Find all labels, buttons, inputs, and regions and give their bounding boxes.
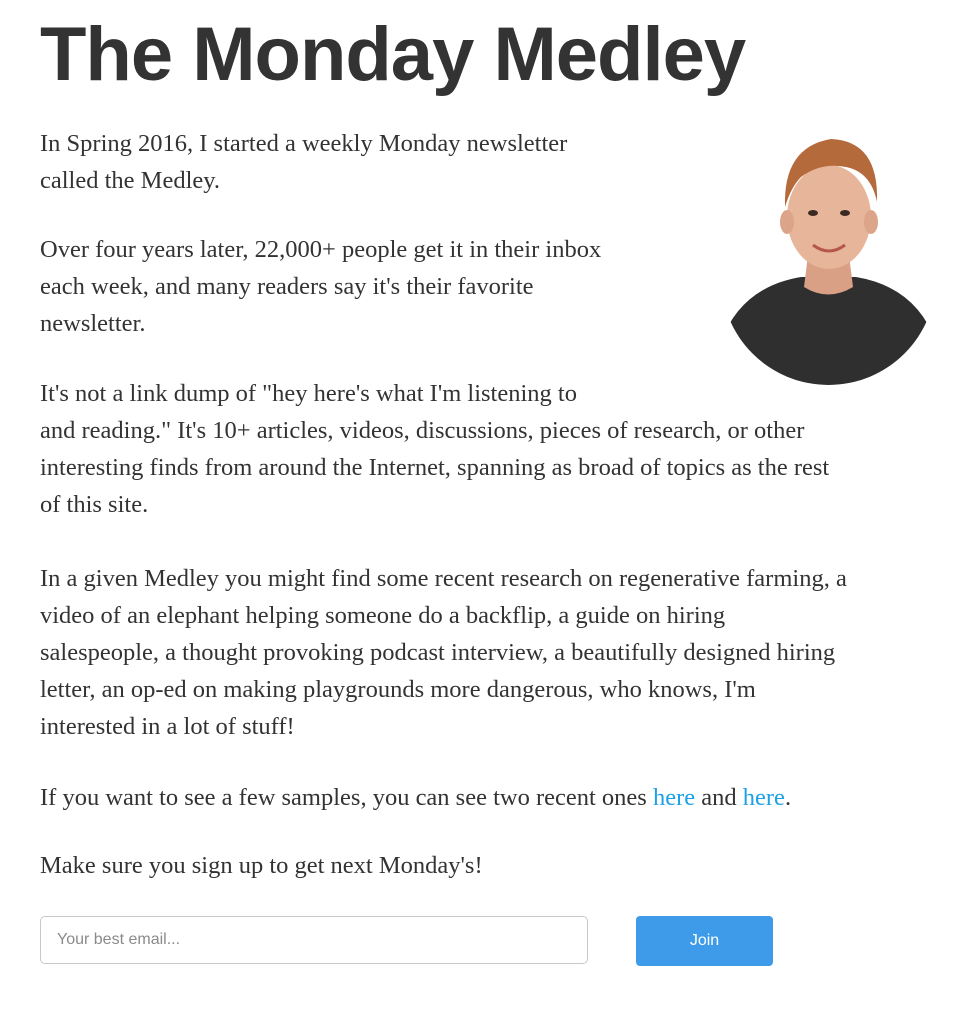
description-paragraph [40, 375, 945, 523]
text-line: It's not a link dump of "hey here's what I'm listening to [40, 380, 577, 407]
text-line: newsletter. [40, 310, 146, 337]
text-line: letter, an op-ed on making playgrounds more dangerous, who knows, I'm [40, 676, 756, 703]
text-line: and reading." It's 10+ articles, videos, discussions, pieces of research, or other [40, 417, 805, 444]
text-line: each week, and many readers say it's their favorite [40, 273, 534, 300]
sample-link-1[interactable]: here [652, 784, 696, 811]
page-title: The Monday Medley [40, 12, 746, 97]
email-input[interactable] [40, 916, 588, 964]
intro-paragraph [40, 125, 660, 199]
text-line: Over four years later, 22,000+ people get it in their inbox [40, 236, 602, 263]
samples-and: and [695, 784, 743, 811]
text-line: In Spring 2016, I started a weekly Monday newsletter [40, 130, 568, 157]
join-button[interactable]: Join [636, 916, 773, 966]
samples-suffix: . [784, 784, 792, 811]
signup-prompt: Make sure you sign up to get next Monday's! [40, 852, 483, 879]
text-line: video of an elephant helping someone do a backflip, a guide on hiring [40, 602, 726, 629]
examples-paragraph [40, 560, 960, 745]
sample-link-2[interactable]: here [742, 784, 785, 811]
text-line: salespeople, a thought provoking podcast interview, a beautifully designed hiring [40, 639, 836, 666]
samples-paragraph [40, 779, 945, 816]
author-photo [721, 127, 936, 385]
samples-prefix: If you want to see a few samples, you can see two recent ones [40, 784, 653, 811]
text-line: In a given Medley you might find some recent research on regenerative farming, a [40, 565, 847, 592]
text-line: called the Medley. [40, 167, 221, 194]
readership-paragraph [40, 231, 700, 342]
text-line: interesting finds from around the Internet, spanning as broad of topics as the rest [40, 454, 830, 481]
text-line: interested in a lot of stuff! [40, 713, 295, 740]
avatar [721, 127, 936, 385]
text-line: of this site. [40, 491, 149, 518]
